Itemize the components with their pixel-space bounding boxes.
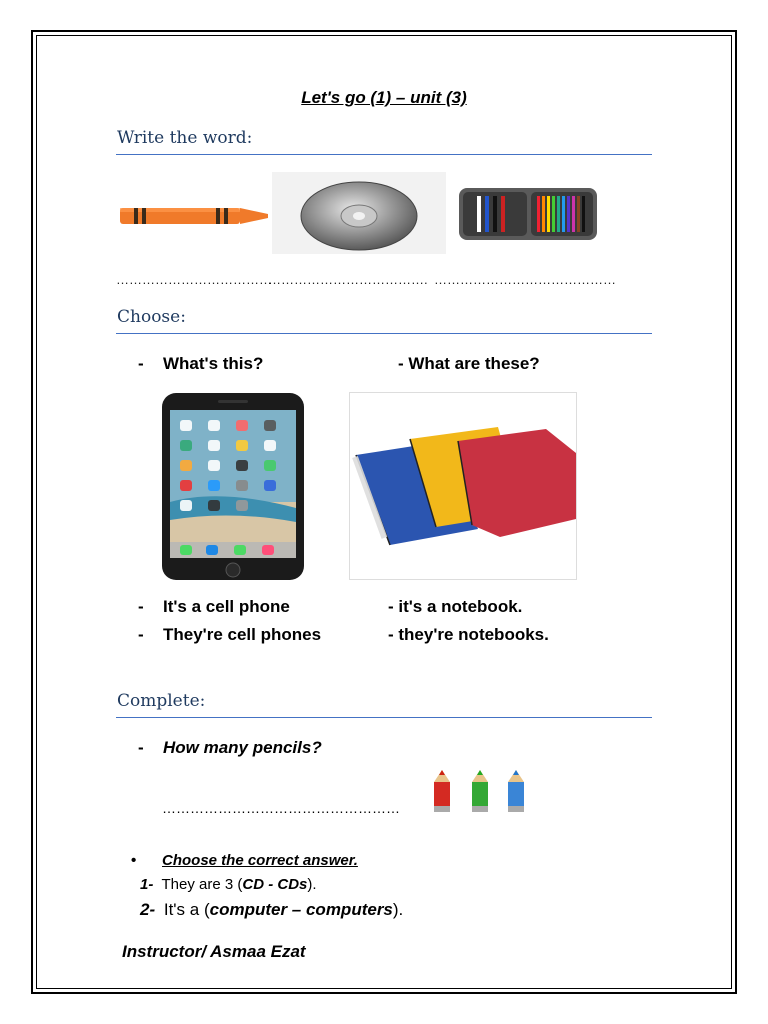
crayon-icon [116,190,272,242]
answer-notebooks: - they're notebooks. [388,625,549,644]
pencils-blank: …………………………………………… [162,800,400,816]
answer-cell-phone: It's a cell phone [163,597,290,616]
dash-bullet: - [138,625,144,644]
answer-notebook: - it's a notebook. [388,597,523,616]
answer-item-2 [140,900,403,920]
complete-heading: Complete: [117,691,206,711]
write-blank-3: …………………………………… [434,272,616,287]
choose-heading: Choose: [117,307,186,327]
item-choice: computer – computers [209,900,393,919]
complete-rule [116,717,652,718]
item-choice: CD - CDs [242,876,308,893]
write-blank-1: ……………………………… [116,272,272,287]
colored-pencils-icon [424,766,536,816]
cd-disc-icon [272,172,446,254]
bullet-dot-icon: • [131,852,137,869]
question-these: - What are these? [398,354,540,373]
dash-bullet: - [138,738,144,757]
item-text-post: ). [392,900,404,919]
choose-rule [116,333,652,334]
instructor-footer: Instructor/ Asmaa Ezat [122,942,306,961]
pencil-case-icon [455,182,605,246]
task-title: Choose the correct answer. [162,852,358,869]
cell-phone-icon [160,392,306,582]
notebooks-icon [349,392,577,580]
question-this: What's this? [163,354,264,373]
page-title: Let's go (1) – unit (3) [301,88,467,107]
item-text-post: ). [307,876,317,893]
item-number: 1- [140,876,154,893]
dash-bullet: - [138,354,144,373]
write-blank-2: ………………………………. [268,272,428,287]
item-number: 2- [140,900,156,919]
write-heading: Write the word: [117,128,253,148]
item-text-pre: It's a ( [163,900,210,919]
answer-cell-phones: They're cell phones [163,625,322,644]
dash-bullet: - [138,597,144,616]
write-rule [116,154,652,155]
item-text-pre: They are 3 ( [161,876,243,893]
answer-item-1 [140,876,317,893]
pencils-question: How many pencils? [163,738,322,757]
